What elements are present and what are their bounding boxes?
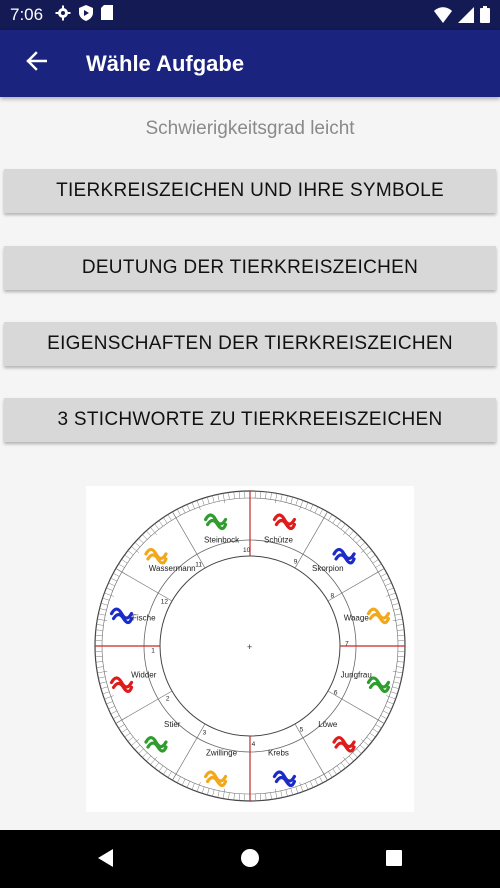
zodiac-symbol <box>368 678 388 692</box>
degree-tick <box>286 496 288 503</box>
degree-tick <box>271 493 272 500</box>
degree-tick <box>383 711 389 714</box>
degree-tick <box>218 494 219 501</box>
degree-tick <box>128 551 134 555</box>
degree-tick <box>135 542 140 547</box>
degree-tick <box>291 497 293 504</box>
back-triangle-icon[interactable] <box>96 848 116 873</box>
degree-tick <box>213 790 215 797</box>
sd-card-icon <box>101 5 113 25</box>
degree-tick <box>397 624 404 625</box>
degree-tick <box>315 779 318 785</box>
zodiac-sign-name: Fische <box>131 613 156 623</box>
degree-tick <box>104 593 113 596</box>
degree-tick <box>397 630 404 631</box>
degree-tick <box>300 782 303 791</box>
degree-tick <box>385 583 391 586</box>
recents-square-icon[interactable] <box>384 848 404 873</box>
degree-tick <box>265 492 266 499</box>
degree-tick <box>192 502 195 508</box>
degree-tick <box>100 609 107 611</box>
degree-tick <box>182 779 185 785</box>
degree-tick <box>146 756 151 761</box>
degree-tick <box>128 737 134 741</box>
battery-icon <box>480 6 490 28</box>
degree-tick <box>103 598 110 600</box>
degree-tick <box>337 521 341 527</box>
degree-tick <box>159 521 163 527</box>
degree-tick <box>113 573 119 576</box>
degree-tick <box>373 729 379 733</box>
zodiac-sign-name: Skorpion <box>311 564 344 574</box>
degree-tick <box>367 551 373 555</box>
degree-tick <box>113 715 119 718</box>
degree-tick <box>97 667 104 668</box>
degree-tick <box>202 499 204 506</box>
zodiac-sign-name: Jungfrau <box>340 670 372 680</box>
degree-tick <box>333 517 337 523</box>
degree-tick <box>155 524 159 530</box>
degree-tick <box>356 538 361 543</box>
degree-tick <box>97 624 104 625</box>
degree-tick <box>202 787 204 794</box>
degree-tick <box>121 729 127 733</box>
degree-tick <box>353 752 358 757</box>
back-button[interactable] <box>8 36 64 92</box>
degree-tick <box>96 630 103 631</box>
degree-tick <box>207 788 209 795</box>
task-button-symbols[interactable]: TIERKREISZEICHEN UND IHRE SYMBOLE <box>4 169 496 213</box>
degree-tick <box>139 749 144 754</box>
degree-tick <box>394 609 401 611</box>
degree-tick <box>142 752 147 757</box>
degree-tick <box>353 535 358 540</box>
degree-tick <box>337 766 341 772</box>
degree-tick <box>310 504 313 510</box>
degree-tick <box>367 737 373 741</box>
degree-tick <box>356 749 361 754</box>
house-number: 7 <box>345 640 349 648</box>
zodiac-symbol <box>146 549 166 563</box>
zodiac-sign-name: Krebs <box>268 748 289 758</box>
house-number: 10 <box>242 547 251 555</box>
degree-tick <box>333 769 337 775</box>
degree-tick <box>281 791 282 798</box>
degree-tick <box>393 619 403 621</box>
house-number: 2 <box>165 695 170 703</box>
zodiac-sign-name: Wassermann <box>148 564 196 574</box>
degree-tick <box>98 677 105 678</box>
house-number: 12 <box>160 598 168 606</box>
zodiac-symbol <box>334 549 354 563</box>
home-circle-icon[interactable] <box>240 848 260 873</box>
degree-tick <box>187 781 190 787</box>
degree-tick <box>397 661 404 662</box>
degree-tick <box>119 564 125 568</box>
degree-tick <box>228 793 229 800</box>
task-button-keywords[interactable]: 3 STICHWORTE ZU TIERKREEISZEICHEN <box>4 398 496 442</box>
degree-tick <box>139 538 144 543</box>
degree-tick <box>234 492 235 499</box>
degree-tick <box>296 787 298 794</box>
zodiac-sign-name: Schütze <box>264 535 293 545</box>
degree-tick <box>328 772 332 778</box>
degree-tick <box>385 706 391 709</box>
degree-tick <box>101 687 108 689</box>
degree-tick <box>315 507 318 513</box>
degree-tick <box>391 598 398 600</box>
degree-tick <box>271 793 272 800</box>
house-number: 8 <box>330 592 335 600</box>
degree-tick <box>328 515 332 521</box>
degree-tick <box>108 706 114 709</box>
house-number: 9 <box>293 558 298 566</box>
gear-icon <box>55 5 71 26</box>
degree-tick <box>296 499 298 506</box>
degree-tick <box>223 789 225 799</box>
degree-tick <box>168 515 172 521</box>
degree-tick <box>100 682 107 684</box>
degree-tick <box>142 535 147 540</box>
degree-tick <box>218 791 219 798</box>
degree-tick <box>168 772 172 778</box>
degree-tick <box>223 493 225 503</box>
zodiac-symbol <box>334 738 354 752</box>
navigation-bar <box>0 830 500 888</box>
degree-tick <box>391 692 398 694</box>
zodiac-wheel <box>86 486 414 812</box>
zodiac-sign-name: Waage <box>343 613 369 623</box>
degree-tick <box>373 559 379 563</box>
degree-tick <box>163 517 167 523</box>
degree-tick <box>265 793 266 800</box>
zodiac-wheel-image <box>86 486 414 812</box>
degree-tick <box>106 701 112 704</box>
degree-tick <box>98 614 105 615</box>
degree-tick <box>97 671 107 673</box>
degree-tick <box>177 777 180 783</box>
difficulty-label: Schwierigkeitsgrad leicht <box>145 118 355 139</box>
degree-tick <box>275 789 277 799</box>
degree-tick <box>341 524 345 530</box>
house-number: 1 <box>151 647 155 655</box>
degree-tick <box>395 614 402 615</box>
degree-tick <box>159 766 163 772</box>
degree-tick <box>182 507 185 513</box>
zodiac-symbol <box>274 772 294 786</box>
zodiac-symbol <box>146 738 166 752</box>
degree-tick <box>395 677 402 678</box>
degree-tick <box>386 696 395 699</box>
degree-tick <box>370 555 376 559</box>
zodiac-sign-name: Löwe <box>318 719 338 729</box>
zodiac-symbol <box>368 609 388 623</box>
degree-tick <box>376 564 382 568</box>
degree-tick <box>286 790 288 797</box>
zodiac-symbol <box>206 515 226 529</box>
degree-tick <box>163 769 167 775</box>
degree-tick <box>192 783 195 789</box>
task-button-meaning[interactable]: DEUTUNG DER TIERKREISZEICHEN <box>4 246 496 290</box>
degree-tick <box>207 497 209 504</box>
degree-tick <box>104 696 113 699</box>
app-bar <box>0 30 500 97</box>
degree-tick <box>397 667 404 668</box>
degree-tick <box>349 756 354 761</box>
degree-tick <box>111 711 117 714</box>
degree-tick <box>305 502 308 508</box>
zodiac-sign-name: Zwillinge <box>205 748 238 758</box>
degree-tick <box>394 682 401 684</box>
degree-tick <box>370 733 376 737</box>
zodiac-symbol <box>274 515 294 529</box>
degree-tick <box>376 724 382 728</box>
zodiac-symbol <box>112 678 132 692</box>
degree-tick <box>234 793 235 800</box>
degree-tick <box>108 583 114 586</box>
degree-tick <box>125 733 131 737</box>
degree-tick <box>281 494 282 501</box>
degree-tick <box>101 603 108 605</box>
degree-tick <box>341 763 345 769</box>
degree-tick <box>187 504 190 510</box>
degree-tick <box>319 777 322 783</box>
degree-tick <box>360 542 365 547</box>
degree-tick <box>387 588 393 591</box>
status-time: 7:06 <box>10 5 44 24</box>
zodiac-sign-name: Stier <box>163 719 181 729</box>
degree-tick <box>146 531 151 536</box>
degree-tick <box>119 724 125 728</box>
degree-tick <box>291 788 293 795</box>
degree-tick <box>310 781 313 787</box>
page-title: Wähle Aufgabe <box>86 50 245 76</box>
zodiac-sign-name: Steinbock <box>203 535 240 545</box>
degree-tick <box>97 619 107 621</box>
degree-tick <box>392 603 399 605</box>
arrow-back-icon <box>25 50 47 77</box>
house-number: 4 <box>251 740 256 748</box>
degree-tick <box>305 783 308 789</box>
house-number: 11 <box>195 561 202 569</box>
house-number: 6 <box>333 689 338 697</box>
house-number: 5 <box>299 726 304 734</box>
degree-tick <box>121 559 127 563</box>
degree-tick <box>213 496 215 503</box>
degree-tick <box>177 509 180 515</box>
zodiac-symbol <box>206 772 226 786</box>
degree-tick <box>300 500 303 509</box>
degree-tick <box>96 661 103 662</box>
degree-tick <box>392 687 399 689</box>
cell-signal-icon <box>458 7 474 28</box>
degree-tick <box>275 493 277 503</box>
degree-tick <box>111 578 117 581</box>
degree-tick <box>383 578 389 581</box>
degree-tick <box>103 692 110 694</box>
zodiac-symbol <box>112 609 132 623</box>
degree-tick <box>125 555 131 559</box>
degree-tick <box>393 671 403 673</box>
degree-tick <box>106 588 112 591</box>
zodiac-sign-name: Widder <box>131 670 157 680</box>
task-button-properties[interactable]: EIGENSCHAFTEN DER TIERKREISZEICHEN <box>4 322 496 366</box>
center-cross: + <box>247 642 253 652</box>
degree-tick <box>155 763 159 769</box>
degree-tick <box>387 701 393 704</box>
status-bar <box>0 0 500 30</box>
degree-tick <box>381 573 387 576</box>
degree-tick <box>381 715 387 718</box>
house-number: 3 <box>202 729 207 737</box>
degree-tick <box>135 745 140 750</box>
degree-tick <box>319 509 322 515</box>
degree-tick <box>197 500 200 509</box>
degree-tick <box>360 745 365 750</box>
degree-tick <box>228 493 229 500</box>
degree-tick <box>349 531 354 536</box>
shield-icon <box>79 5 93 26</box>
degree-tick <box>386 593 395 596</box>
wifi-icon <box>434 7 452 28</box>
degree-tick <box>197 782 200 791</box>
